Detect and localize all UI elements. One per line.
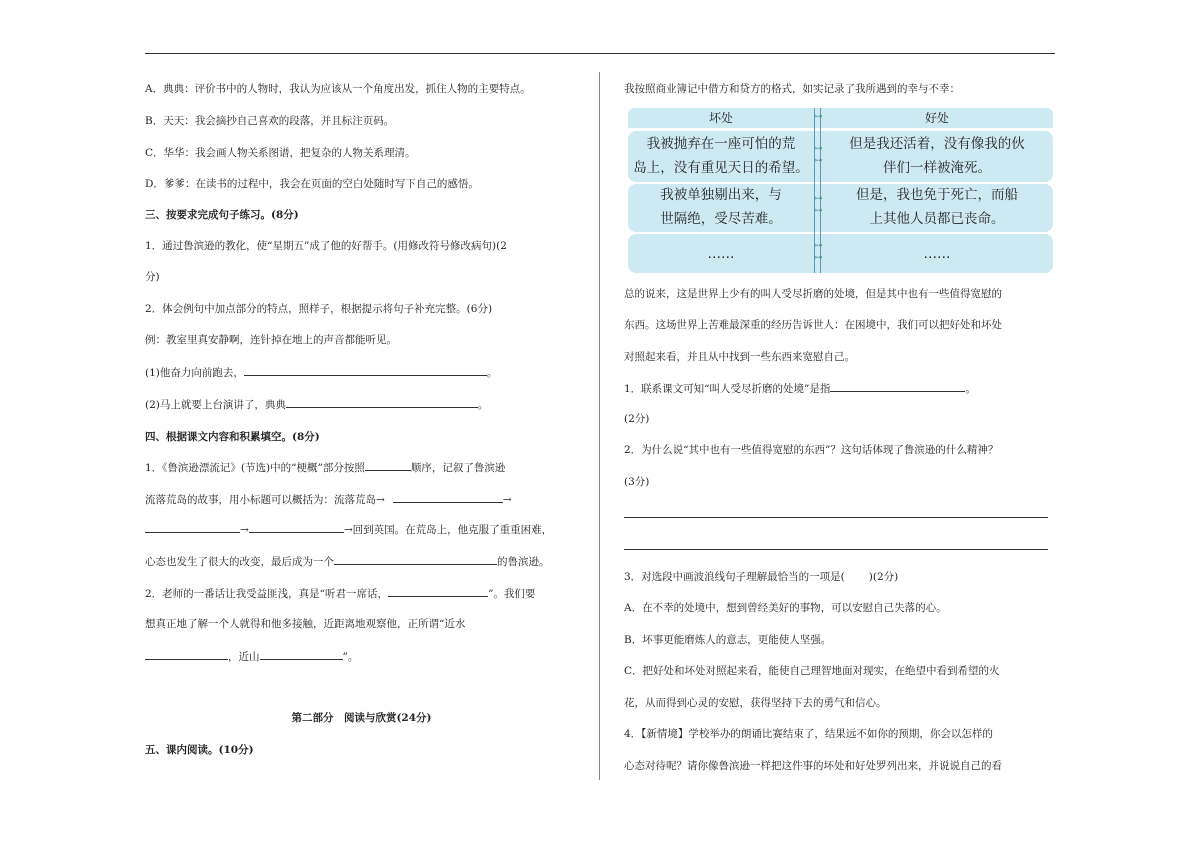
- sec3-item-1: [145, 365, 497, 380]
- cell-line: 上其他人员都已丧命。: [869, 211, 1005, 227]
- binding-ring-icon: ⊶: [813, 194, 823, 204]
- q4-text-cont: 心态对待呢？请你像鲁滨逊一样把这件事的坏处和好处罗列出来，并说说自己的看: [624, 760, 1002, 772]
- item2-prefix: (2)马上就要上台演讲了，典典: [145, 399, 286, 411]
- answer-blank[interactable]: [393, 492, 503, 503]
- text-run: 流落荒岛的故事，用小标题可以概括为：流落荒岛→: [145, 494, 385, 506]
- good-cell: ……: [923, 246, 951, 262]
- answer-blank[interactable]: [286, 397, 478, 408]
- text-run: )(2分): [868, 571, 899, 583]
- q3-option-a: A．在不幸的处境中，想到曾经美好的事物，可以安慰自己失落的心。: [624, 602, 947, 614]
- cell-line: 但是我还活着，没有像我的伙: [849, 136, 1025, 152]
- text-run: ”。我们要: [488, 588, 536, 600]
- answer-line[interactable]: [624, 549, 1048, 550]
- text-run: 顺序，记叙了鲁滨逊: [410, 462, 506, 474]
- text-run: →回到英国。在荒岛上，他克服了重重困难，: [343, 524, 553, 536]
- option-c: C．华华：我会画人物关系图谱，把复杂的人物关系理清。: [145, 147, 416, 159]
- header-rule: [145, 53, 1055, 54]
- text-run: →: [240, 524, 249, 536]
- text-run: 3．对选段中画波浪线句子理解最恰当的一项是(: [624, 571, 845, 583]
- answer-blank[interactable]: [388, 586, 488, 597]
- section-3-heading: 三、按要求完成句子练习。(8分): [145, 209, 299, 221]
- text-run: →: [502, 494, 512, 506]
- binding-ring-icon: ⊶: [813, 112, 823, 122]
- answer-blank[interactable]: [145, 522, 240, 533]
- sec4-q1-line2: [145, 492, 512, 507]
- answer-blank[interactable]: [830, 381, 965, 392]
- binding-ring-icon: ⊶: [813, 206, 823, 216]
- cell-line: 世隔绝，受尽苦难。: [660, 211, 782, 227]
- sec3-item-2: [145, 397, 488, 412]
- bad-cell: [628, 183, 814, 231]
- item1-prefix: (1)他奋力向前跑去，: [145, 367, 244, 379]
- answer-blank[interactable]: [249, 522, 344, 533]
- header-bad: 坏处: [708, 111, 733, 125]
- q4-text: 4．【新情境】学校举办的朗诵比赛结束了，结果远不如你的预期，你会以怎样的: [624, 728, 993, 740]
- item2-suffix: 。: [477, 399, 489, 411]
- sec4-q1-line3: [145, 522, 552, 537]
- binding-ring-icon: ⊶: [813, 241, 823, 251]
- text-run: ，近山: [228, 651, 260, 663]
- q1-score: (2分): [624, 413, 650, 425]
- summary-line-3: 对照起来看，并且从中找到一些东西来宽慰自己。: [624, 351, 855, 363]
- answer-line[interactable]: [624, 517, 1048, 518]
- text-run: ”。: [342, 651, 359, 663]
- answer-blank[interactable]: [244, 365, 487, 376]
- good-cell: [821, 183, 1053, 231]
- part-2-title: 第二部分 阅读与欣赏(24分): [291, 712, 432, 724]
- q3-option-c: C．把好处和坏处对照起来看，能使自己理智地面对现实，在绝望中看到希望的火: [624, 665, 1000, 677]
- text-run: 1．联系课文可知“叫人受尽折磨的处境”是指: [624, 383, 831, 395]
- binding-ring-icon: ⊶: [813, 144, 823, 154]
- item1-suffix: 。: [486, 367, 498, 379]
- sec4-q1-line4: [145, 554, 550, 569]
- text-run: 心态也发生了很大的改变，最后成为一个: [145, 556, 334, 568]
- q2-text: 2．为什么说“其中也有一些值得宽慰的东西”？这句话体现了鲁滨逊的什么精神？: [624, 444, 999, 456]
- section-4-heading: 四、根据课文内容和积累填空。(8分): [145, 431, 320, 443]
- cell-line: 伴们一样被淹死。: [883, 160, 991, 176]
- text-run: 1．《鲁滨逊漂流记》(节选)中的“梗概”部分按照: [145, 462, 365, 474]
- answer-blank[interactable]: [365, 460, 411, 471]
- sec4-q2-line3: [145, 649, 358, 664]
- answer-blank[interactable]: [145, 649, 228, 660]
- binding-ring-icon: ⊶: [813, 253, 823, 263]
- sec4-q2-line1: [145, 586, 535, 601]
- bad-cell: [628, 132, 814, 180]
- cell-line: 我被抛弃在一座可怕的荒: [646, 136, 796, 152]
- cell-line: 我被单独剔出来，与: [660, 187, 782, 203]
- summary-line-2: 东西。这场世界上苦难最深重的经历告诉世人：在困境中，我们可以把好处和坏处: [624, 319, 1002, 331]
- binding-ring-icon: ⊶: [813, 156, 823, 166]
- ledger-table: [628, 108, 1053, 273]
- option-b: B．天天：我会摘抄自己喜欢的段落，并且标注页码。: [145, 115, 395, 127]
- cell-line: 但是，我也免于死亡，而船: [856, 187, 1018, 203]
- option-d: D．爹爹：在读书的过程中，我会在页面的空白处随时写下自己的感悟。: [145, 178, 479, 190]
- bad-cell: ……: [707, 246, 735, 262]
- q2-score: (3分): [624, 476, 650, 488]
- header-good: 好处: [924, 111, 949, 125]
- summary-line-1: 总的说来，这是世界上少有的叫人受尽折磨的处境，但是其中也有一些值得宽慰的: [624, 288, 1002, 300]
- good-cell: [821, 132, 1053, 180]
- text-run: 2．老师的一番话让我受益匪浅，真是“听君一席话，: [145, 588, 389, 600]
- text-run: 的鲁滨逊。: [497, 556, 550, 568]
- q3-text: [624, 570, 898, 584]
- answer-blank[interactable]: [334, 554, 497, 565]
- cell-line: 岛上，没有重见天日的希望。: [633, 160, 809, 176]
- text-run: 。: [965, 383, 976, 395]
- sec4-q2-line2: 想真正地了解一个人就得和他多接触，近距离地观察他，正所谓“近水: [145, 618, 466, 630]
- sec3-q1-text: 1．通过鲁滨逊的教化，使“星期五”成了他的好帮手。(用修改符号修改病句)(2: [145, 240, 507, 252]
- excerpt-intro: 我按照商业簿记中借方和贷方的格式，如实记录了我所遇到的幸与不幸：: [624, 83, 960, 95]
- q3-option-b: B．坏事更能磨炼人的意志，更能使人坚强。: [624, 634, 832, 646]
- sec4-q1-line1: [145, 460, 505, 475]
- q3-option-c-cont: 花，从而得到心灵的安慰，获得坚持下去的勇气和信心。: [624, 697, 887, 709]
- column-divider: [599, 72, 600, 780]
- answer-blank[interactable]: [260, 649, 343, 660]
- option-a: A．典典：评价书中的人物时，我认为应该从一个角度出发，抓住人物的主要特点。: [145, 83, 531, 95]
- sec3-q1-text-cont: 分): [145, 271, 160, 283]
- sec3-example: 例：教室里真安静啊，连针掉在地上的声音都能听见。: [145, 334, 397, 346]
- section-5-heading: 五、课内阅读。(10分): [145, 744, 254, 756]
- q1-text: [624, 381, 976, 396]
- sec3-q2-text: 2．体会例句中加点部分的特点，照样子，根据提示将句子补充完整。(6分): [145, 303, 493, 315]
